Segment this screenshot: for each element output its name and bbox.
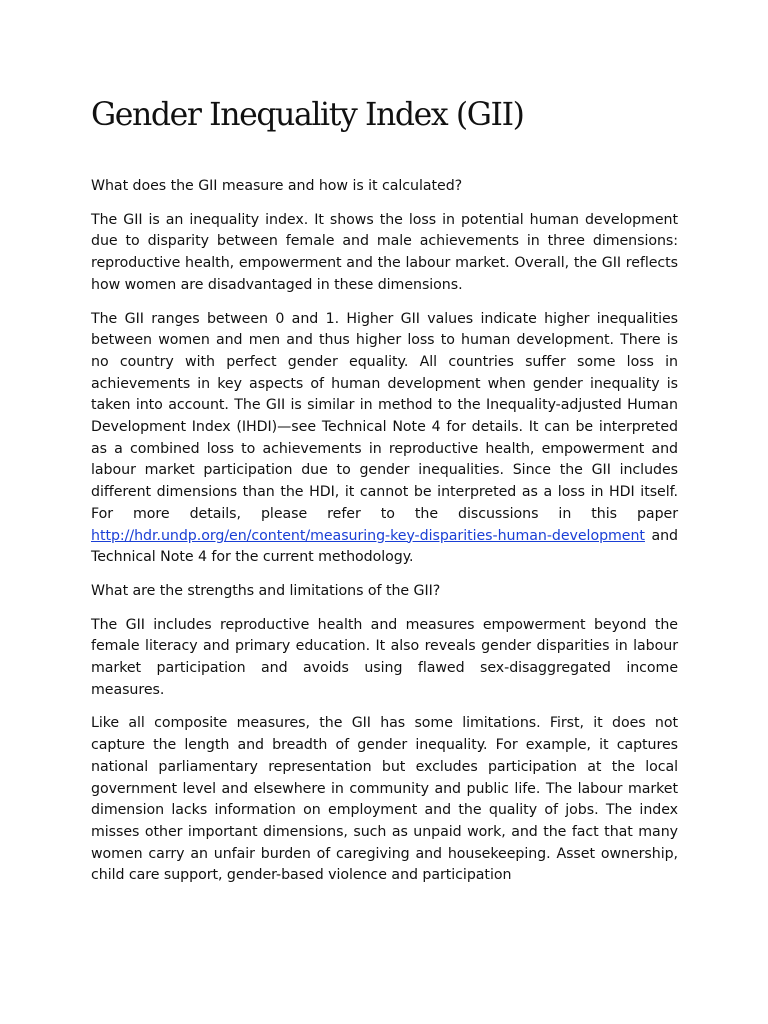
document-title: Gender Inequality Index (GII) [91, 97, 524, 133]
paragraph-gii-limitations: Like all composite measures, the GII has some limitations. First, it does not capture the length and breadth of gender inequality. For example, it captures national parliamentary representation but excludes participation at the local government level and elsewhere in community and public life. The labour market dimension lacks information on employment and the quality of jobs. The index misses other important dimensions, such as unpaid work, and the fact that many women carry an unfair burden of caregiving and housekeeping. Asset ownership, child care support, gender-based violence and participation [91, 715, 678, 884]
document-body [91, 176, 678, 899]
section-question-strengths-limitations: What are the strengths and limitations of the GII? [91, 582, 441, 599]
paragraph-gii-range-text: The GII ranges between 0 and 1. Higher GII values indicate higher inequalities between women and men and thus higher loss to human development. There is no country with perfect gender equality. All countries suffer some loss in achievements in key aspects of human development when gender inequality is taken into account. The GII is similar in method to the Inequality-adjusted Human Development Index (IHDI)—see Technical Note 4 for details. It can be interpreted as a combined loss to achievements in reproductive health, empowerment and labour market participation due to gender inequalities. Since the GII includes different dimensions than the HDI, it cannot be interpreted as a loss in HDI itself. For more details, please refer to the discussions in this paper [91, 310, 678, 522]
section-question-gii-measure: What does the GII measure and how is it calculated? [91, 178, 463, 194]
paragraph-gii-definition: The GII is an inequality index. It shows the loss in potential human development due to disparity between female and male achievements in three dimensions: reproductive health, empowerment and the labour market. Overall, the GII reflects how women are disadvantaged in these dimensions. [91, 211, 678, 293]
paragraph-gii-range-tail: and Technical Note 4 for the current methodology. [91, 527, 678, 566]
hdr-undp-paper-link[interactable]: http://hdr.undp.org/en/content/measuring-key-disparities-human-development [91, 527, 645, 544]
paragraph-gii-range [91, 309, 678, 569]
paragraph-gii-strengths: The GII includes reproductive health and measures empowerment beyond the female literacy and primary education. It also reveals gender disparities in labour market participation and avoids using flawed sex-disaggregated income measures. [91, 616, 678, 698]
